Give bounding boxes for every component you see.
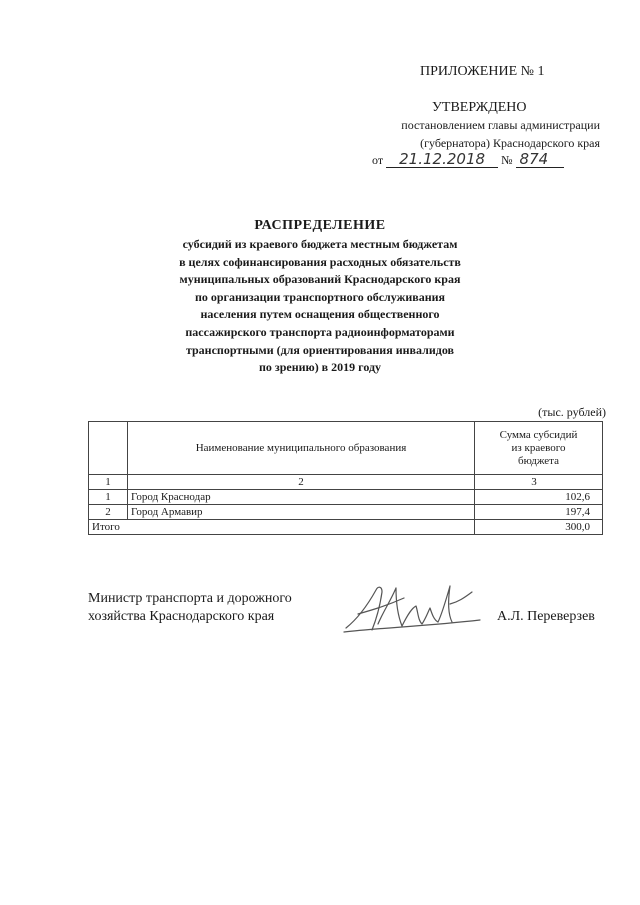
- signatory-name: А.Л. Переверзев: [497, 609, 595, 624]
- title-line: по зрению) в 2019 году: [258, 360, 382, 375]
- approval-line-1: постановлением главы администрации: [401, 118, 600, 132]
- title-line: субсидий из краевого бюджета местным бюджетам: [182, 237, 458, 251]
- handwritten-signature: [338, 580, 488, 640]
- table-row: [89, 490, 603, 505]
- title-line: муниципальных образований Краснодарского края: [179, 272, 461, 287]
- approval-number: 874: [516, 152, 564, 168]
- subsidy-table: [88, 421, 603, 535]
- row-number: 1: [89, 490, 128, 505]
- subsidy-amount: 102,6: [475, 490, 603, 505]
- table-row: [89, 505, 603, 520]
- header-name-cell: Наименование муниципального образования: [128, 422, 475, 475]
- table-header-row: [89, 422, 603, 475]
- total-amount: 300,0: [475, 520, 603, 535]
- appendix-label: ПРИЛОЖЕНИЕ № 1: [420, 64, 545, 79]
- column-number: 1: [89, 475, 128, 490]
- total-label: Итого: [89, 520, 475, 535]
- subsidy-amount: 197,4: [475, 505, 603, 520]
- number-prefix: №: [501, 153, 513, 167]
- column-number: 2: [128, 475, 475, 490]
- column-number: 3: [475, 475, 603, 490]
- municipality-name: Город Краснодар: [128, 490, 475, 505]
- table-total-row: [89, 520, 603, 535]
- unit-label: (тыс. рублей): [538, 405, 606, 419]
- date-prefix: от: [372, 153, 384, 167]
- table-column-numbers-row: [89, 475, 603, 490]
- title-line: населения путем оснащения общественного: [200, 307, 440, 322]
- signatory-position: Министр транспорта и дорожного хозяйства Краснодарского края: [88, 591, 292, 624]
- title-line: по организации транспортного обслуживания: [194, 289, 446, 304]
- title-line: пассажирского транспорта радиоинформаторами: [185, 324, 455, 339]
- header-num-cell: [89, 422, 128, 475]
- document-title: [110, 218, 530, 377]
- approval-line-2: (губернатора) Краснодарского края: [420, 136, 600, 150]
- approval-date-line: [372, 152, 564, 168]
- row-number: 2: [89, 505, 128, 520]
- header-sum-cell: Сумма субсидий из краевого бюджета: [475, 422, 603, 475]
- approved-label: УТВЕРЖДЕНО: [432, 100, 527, 115]
- title-line: в целях софинансирования расходных обязательств: [179, 254, 461, 269]
- title-line: транспортными (для ориентирования инвалидов: [185, 342, 455, 357]
- title-heading: РАСПРЕДЕЛЕНИЕ: [254, 218, 386, 233]
- title-subtitle: [110, 236, 530, 377]
- municipality-name: Город Армавир: [128, 505, 475, 520]
- approval-date: 21.12.2018: [386, 152, 498, 168]
